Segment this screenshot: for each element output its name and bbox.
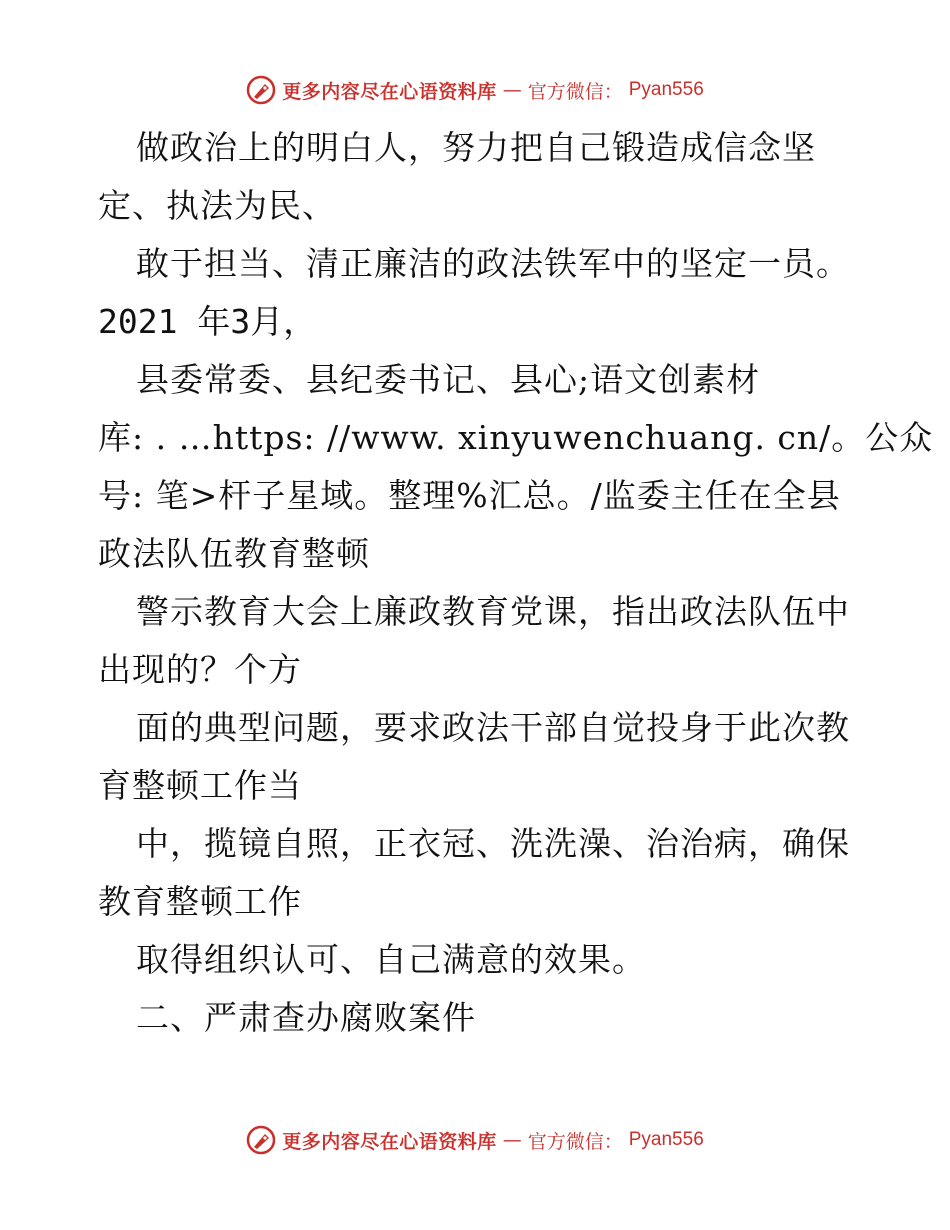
- text-line: 取得组织认可、自己满意的效果。: [136, 940, 646, 979]
- footer-wechat-id: Pyan556: [628, 1129, 704, 1150]
- pen-nib-logo-icon: [246, 75, 276, 105]
- pen-nib-logo-icon: [246, 1125, 276, 1155]
- text-line: 教育整顿工作: [98, 882, 302, 921]
- text-line: 面的典型问题，要求政法干部自觉投身于此次教: [136, 708, 850, 747]
- text-line: 警示教育大会上廉政教育党课，指出政法队伍中: [136, 592, 850, 631]
- text-line: 库: . …https: //www. xinyuwenchuang. cn/。公众: [98, 418, 934, 457]
- text-line: 育整顿工作当: [98, 766, 302, 805]
- document-body: [98, 119, 934, 1047]
- footer-separator: —: [502, 1129, 522, 1151]
- text-line: 定、执法为民、: [98, 186, 336, 225]
- header-separator: —: [502, 79, 522, 101]
- header-wechat-id: Pyan556: [628, 79, 704, 100]
- text-line: 政法队伍教育整顿: [98, 534, 370, 573]
- header-site-text: 更多内容尽在心语资料库: [282, 80, 497, 103]
- header-wechat-label: 官方微信：: [527, 80, 623, 103]
- text-line: 县委常委、县纪委书记、县心;语文创素材: [136, 360, 761, 399]
- header-banner: [0, 70, 950, 110]
- text-line: 中，揽镜自照，正衣冠、洗洗澡、治治病，确保: [136, 824, 850, 863]
- text-line: 出现的？个方: [98, 650, 302, 689]
- text-line: 敢于担当、清正廉洁的政法铁军中的坚定一员。: [136, 244, 850, 283]
- footer-banner: [0, 1120, 950, 1160]
- text-line: 做政治上的明白人，努力把自己锻造成信念坚: [136, 128, 816, 167]
- text-line: 二、严肃查办腐败案件: [136, 998, 476, 1037]
- footer-site-text: 更多内容尽在心语资料库: [282, 1130, 497, 1153]
- footer-wechat-label: 官方微信：: [527, 1130, 623, 1153]
- text-line: 2021 年3月，: [98, 302, 317, 341]
- text-line: 号: 笔>杆子星域。整理%汇总。/监委主任在全县: [98, 476, 841, 515]
